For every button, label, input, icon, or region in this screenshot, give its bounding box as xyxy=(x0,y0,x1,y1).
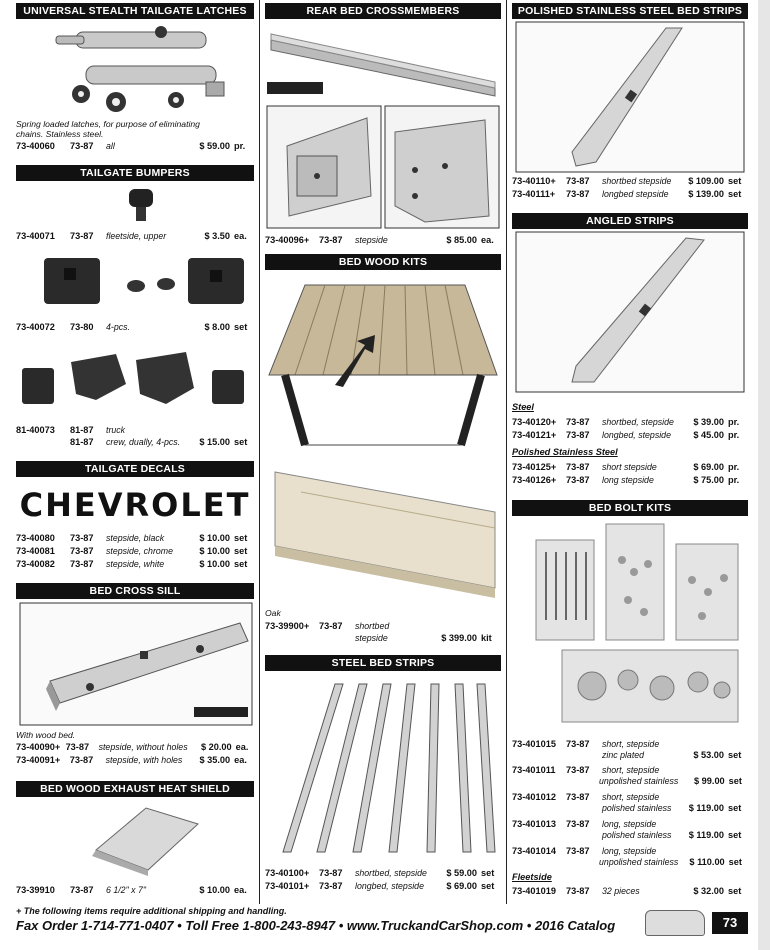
unit: ea. xyxy=(234,231,247,241)
subheading-polished: Polished Stainless Steel xyxy=(512,447,618,457)
truck-icon xyxy=(645,910,705,936)
price: $ 39.00 xyxy=(693,417,724,427)
description: fleetside, upper xyxy=(106,231,167,241)
column-divider xyxy=(506,0,507,904)
price: $ 85.00 xyxy=(446,235,477,245)
description: stepside xyxy=(355,235,388,245)
years: 73-87 xyxy=(566,430,590,440)
part-number: 73-40120+ xyxy=(512,417,557,427)
description: long, stepside xyxy=(602,819,657,829)
unit: set xyxy=(481,868,495,878)
price: $ 99.00 xyxy=(694,776,725,786)
oak-board-image xyxy=(271,462,499,602)
part-number: 73-40091+ xyxy=(16,755,61,765)
description-detail: unpolished stainless xyxy=(599,857,679,867)
section-header-decals: TAILGATE DECALS xyxy=(16,461,254,477)
bumper-crew-image xyxy=(16,344,254,414)
section-header-bumpers: TAILGATE BUMPERS xyxy=(16,165,254,181)
unit: set xyxy=(234,546,248,556)
price: $ 59.00 xyxy=(446,868,477,878)
contact-line[interactable]: Fax Order 1-714-771-0407 • Toll Free 1-800-243-8947 • www.TruckandCarShop.com • 2016 Catalog xyxy=(16,918,616,933)
crossmember-end-image xyxy=(385,106,499,228)
table-row xyxy=(16,424,254,436)
price xyxy=(182,424,230,436)
part-number: 73-40072 xyxy=(16,322,55,332)
part-number: 73-401012 xyxy=(512,792,556,802)
unit xyxy=(230,424,254,436)
bumper-4pc-image xyxy=(38,252,248,312)
table-row xyxy=(512,829,748,841)
part-number: 73-401011 xyxy=(512,765,556,775)
heat-shield-image xyxy=(86,800,206,876)
bumper-upper-image xyxy=(121,185,161,225)
years: 73-87 xyxy=(69,755,94,765)
unit: ea. xyxy=(481,235,494,245)
crossmember-detail-image xyxy=(267,106,381,228)
description-detail: unpolished stainless xyxy=(599,776,679,786)
section-header-cross-sill: BED CROSS SILL xyxy=(16,583,254,599)
page-number: 73 xyxy=(712,912,748,934)
section-header-polished-strips: POLISHED STAINLESS STEEL BED STRIPS xyxy=(512,3,748,19)
polished-strip-image xyxy=(516,22,744,172)
part-number: 73-40126+ xyxy=(512,475,557,485)
years: 73-87 xyxy=(70,231,94,241)
description: 4-pcs. xyxy=(106,322,130,332)
table-row xyxy=(512,175,748,187)
table-row xyxy=(512,429,748,441)
unit: set xyxy=(481,881,495,891)
part-number: 73-40110+ xyxy=(512,176,556,186)
unit: set xyxy=(728,776,742,786)
unit: set xyxy=(728,750,742,760)
part-number: 73-40080 xyxy=(16,533,55,543)
years: 73-87 xyxy=(319,868,343,878)
description: all xyxy=(106,141,115,151)
years: 81-87 xyxy=(70,425,94,435)
description-detail: polished stainless xyxy=(602,803,672,813)
table-row xyxy=(16,436,254,448)
unit: set xyxy=(728,176,742,186)
years: 73-87 xyxy=(566,886,590,896)
description: 32 pieces xyxy=(602,886,640,896)
part-number: 73-40111+ xyxy=(512,189,556,199)
price: $ 139.00 xyxy=(688,189,724,199)
part-number: 81-40073 xyxy=(16,425,55,435)
price: $ 32.00 xyxy=(693,886,724,896)
price: $ 399.00 xyxy=(441,633,477,643)
part-number: 73-40060 xyxy=(16,141,55,151)
years: 81-87 xyxy=(70,437,94,447)
part-number: 73-40125+ xyxy=(512,462,557,472)
unit: set xyxy=(728,189,742,199)
unit: set xyxy=(728,857,742,867)
description: stepside, without holes xyxy=(98,742,188,752)
unit: set xyxy=(728,886,742,896)
description: shortbed, stepside xyxy=(355,868,427,878)
description: stepside, black xyxy=(106,533,165,543)
years: 73-87 xyxy=(566,462,590,472)
unit: ea. xyxy=(234,755,247,765)
description: shortbed stepside xyxy=(602,176,672,186)
years: 73-87 xyxy=(566,819,590,829)
part-number: 73-39910 xyxy=(16,885,55,895)
table-row xyxy=(265,234,501,246)
table-row xyxy=(265,620,501,632)
bed-wood-kit-image xyxy=(265,275,501,455)
price: $ 10.00 xyxy=(199,559,230,569)
unit: pr. xyxy=(234,141,246,151)
tailgate-latch-image xyxy=(46,22,246,118)
unit: set xyxy=(728,803,742,813)
description: longbed, stepside xyxy=(602,430,671,440)
part-number: 73-40071 xyxy=(16,231,55,241)
sill-note: With wood bed. xyxy=(16,730,76,740)
part-number: 73-40101+ xyxy=(265,881,310,891)
description: longbed, stepside xyxy=(355,881,424,891)
unit: pr. xyxy=(728,430,740,440)
unit: set xyxy=(234,437,248,447)
description-detail: polished stainless xyxy=(602,830,672,840)
unit: pr. xyxy=(728,462,740,472)
angled-strip-image xyxy=(516,232,744,392)
table-row xyxy=(512,749,748,761)
table-row xyxy=(16,230,254,242)
years: 73-87 xyxy=(319,621,343,631)
shipping-note: + The following items require additional shipping and handling. xyxy=(16,906,287,916)
bolt-kits-image xyxy=(532,520,746,730)
section-header-bolt-kits: BED BOLT KITS xyxy=(512,500,748,516)
price: $ 69.00 xyxy=(446,881,477,891)
part-number: 73-401013 xyxy=(512,819,556,829)
years: 73-87 xyxy=(566,739,590,749)
cross-sill-image xyxy=(20,603,252,725)
unit: ea. xyxy=(234,885,247,895)
page-edge xyxy=(758,0,770,950)
description: shortbed xyxy=(355,621,390,631)
years: 73-87 xyxy=(566,475,590,485)
price: $ 3.50 xyxy=(204,231,230,241)
price: $ 69.00 xyxy=(693,462,724,472)
years: 73-87 xyxy=(70,885,94,895)
description: crew, dually, 4-pcs. xyxy=(106,437,181,447)
unit: kit xyxy=(481,633,492,643)
unit: set xyxy=(728,830,742,840)
price: $ 10.00 xyxy=(199,546,230,556)
wood-kit-note: Oak xyxy=(265,608,281,618)
part-number: 73-40090+ xyxy=(16,742,61,752)
description: stepside, white xyxy=(106,559,165,569)
years xyxy=(319,632,355,644)
years: 73-87 xyxy=(70,141,94,151)
price xyxy=(429,620,477,632)
price: $ 110.00 xyxy=(689,857,725,867)
years: 73-87 xyxy=(65,742,90,752)
description: 6 1/2" x 7" xyxy=(106,885,146,895)
latches-note: Spring loaded latches, for purpose of eliminating chains. Stainless steel. xyxy=(16,119,200,139)
table-row xyxy=(512,856,748,868)
table-row xyxy=(512,416,748,428)
table-row xyxy=(16,741,254,753)
price: $ 8.00 xyxy=(204,322,230,332)
part-number xyxy=(265,632,319,644)
price: $ 119.00 xyxy=(688,803,724,813)
part-number: 73-40121+ xyxy=(512,430,557,440)
subheading-fleetside: Fleetside xyxy=(512,872,552,882)
table-row xyxy=(512,461,748,473)
part-number: 73-401019 xyxy=(512,886,556,896)
years: 73-87 xyxy=(70,533,94,543)
description: stepside, with holes xyxy=(105,755,183,765)
section-header-angled-strips: ANGLED STRIPS xyxy=(512,213,748,229)
years: 73-87 xyxy=(319,881,343,891)
years: 73-87 xyxy=(566,189,590,199)
table-row xyxy=(16,532,254,544)
unit xyxy=(477,620,501,632)
price: $ 10.00 xyxy=(199,533,230,543)
table-row xyxy=(16,558,254,570)
section-header-latches: UNIVERSAL STEALTH TAILGATE LATCHES xyxy=(16,3,254,19)
description-detail: zinc plated xyxy=(602,750,645,760)
steel-strips-image xyxy=(265,676,501,860)
description: short, stepside xyxy=(602,792,660,802)
table-row xyxy=(512,474,748,486)
price: $ 59.00 xyxy=(199,141,230,151)
table-row xyxy=(512,188,748,200)
price: $ 45.00 xyxy=(693,430,724,440)
unit: pr. xyxy=(728,417,740,427)
description: short, stepside xyxy=(602,739,660,749)
part-number: 73-401015 xyxy=(512,739,556,749)
part-number xyxy=(16,436,70,448)
subheading-steel: Steel xyxy=(512,402,534,412)
description: truck xyxy=(106,425,126,435)
unit: pr. xyxy=(728,475,740,485)
column-divider xyxy=(259,0,260,904)
years: 73-87 xyxy=(566,792,590,802)
part-number: 73-40081 xyxy=(16,546,55,556)
years: 73-87 xyxy=(70,546,94,556)
description: short stepside xyxy=(602,462,657,472)
years: 73-80 xyxy=(70,322,94,332)
description: stepside xyxy=(355,633,388,643)
years: 73-87 xyxy=(566,176,590,186)
unit: set xyxy=(234,559,248,569)
price: $ 75.00 xyxy=(693,475,724,485)
price: $ 10.00 xyxy=(199,885,230,895)
price: $ 20.00 xyxy=(200,742,232,752)
price: $ 15.00 xyxy=(199,437,230,447)
description: long, stepside xyxy=(602,846,657,856)
years: 73-87 xyxy=(319,235,343,245)
table-row xyxy=(16,754,254,766)
table-row xyxy=(16,140,254,152)
chevrolet-decal-logo: CHEVROLET xyxy=(19,486,251,524)
part-number: 73-40096+ xyxy=(265,235,310,245)
years: 73-87 xyxy=(566,417,590,427)
section-header-heat-shield: BED WOOD EXHAUST HEAT SHIELD xyxy=(16,781,254,797)
table-row xyxy=(16,545,254,557)
section-header-crossmembers: REAR BED CROSSMEMBERS xyxy=(265,3,501,19)
section-header-wood-kits: BED WOOD KITS xyxy=(265,254,501,270)
description: longbed stepside xyxy=(602,189,669,199)
unit: set xyxy=(234,533,248,543)
years: 73-87 xyxy=(566,765,590,775)
years: 73-87 xyxy=(70,559,94,569)
section-header-steel-strips: STEEL BED STRIPS xyxy=(265,655,501,671)
table-row xyxy=(512,775,748,787)
part-number: 73-401014 xyxy=(512,846,556,856)
table-row xyxy=(16,884,254,896)
part-number: 73-40082 xyxy=(16,559,55,569)
crossmember-image xyxy=(265,24,501,98)
part-number: 73-39900+ xyxy=(265,621,310,631)
table-row xyxy=(265,867,501,879)
price: $ 109.00 xyxy=(688,176,724,186)
price: $ 35.00 xyxy=(199,755,231,765)
table-row xyxy=(512,885,748,897)
description: stepside, chrome xyxy=(106,546,173,556)
table-row xyxy=(512,802,748,814)
price: $ 119.00 xyxy=(688,830,724,840)
years: 73-87 xyxy=(566,846,590,856)
description: long stepside xyxy=(602,475,654,485)
unit: ea. xyxy=(235,742,249,752)
unit: set xyxy=(234,322,248,332)
description: short, stepside xyxy=(602,765,660,775)
description: shortbed, stepside xyxy=(602,417,674,427)
part-number: 73-40100+ xyxy=(265,868,310,878)
table-row xyxy=(16,321,254,333)
table-row xyxy=(265,880,501,892)
price: $ 53.00 xyxy=(693,750,724,760)
table-row xyxy=(265,632,501,644)
